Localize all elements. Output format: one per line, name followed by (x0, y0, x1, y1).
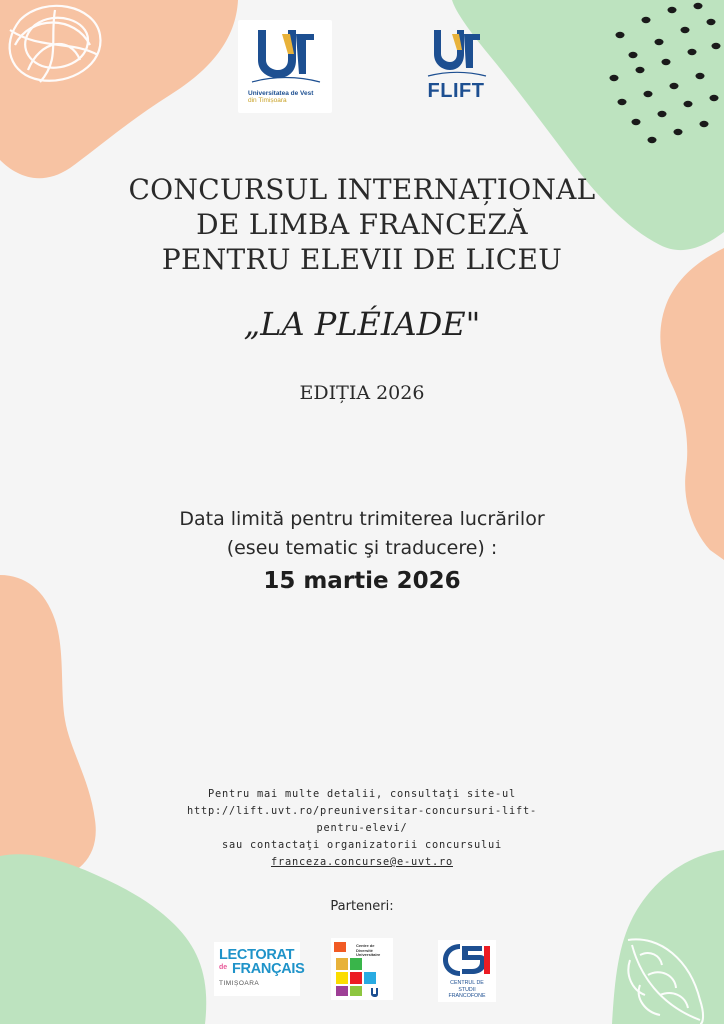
uvt-caption (248, 90, 328, 104)
mint-blob-bottom-right (612, 850, 724, 1024)
flift-logo (420, 24, 492, 104)
contest-name: „LA PLÉIADE" (243, 305, 481, 343)
peach-blob-right (660, 248, 724, 560)
csf-caption-line-3: FRANCOFONE (448, 993, 486, 999)
deadline-description (112, 505, 612, 563)
title-line-2: DE LIMBA FRANCEZĂ (196, 208, 528, 241)
title-line-1: CONCURSUL INTERNAȚIONAL (128, 173, 596, 206)
edition-label: EDIȚIA 2026 (299, 382, 425, 404)
details-line-4: sau contactaţi organizatorii concursului (222, 839, 502, 851)
mint-blob-bottom-left (0, 854, 206, 1024)
flift-wordmark: FLIFT (427, 80, 485, 102)
csf-emblem-icon (438, 940, 496, 980)
peach-blob-left (0, 575, 96, 881)
csf-caption (438, 980, 496, 1000)
uvt-caption-line2: din Timișoara (248, 97, 287, 104)
deadline-line-1: Data limită pentru trimiterea lucrărilor (179, 508, 545, 530)
lectorat-de: de (219, 964, 228, 971)
partner-logo-cdu (331, 938, 393, 1000)
csf-caption-line-1: CENTRUL DE (450, 980, 484, 986)
deadline-date: 15 martie 2026 (263, 568, 461, 594)
details-url-line-1[interactable]: http://lift.uvt.ro/preuniversitar-concursuri-lift- (187, 805, 537, 817)
uvt-logo (238, 20, 332, 113)
lectorat-city: TIMIȘOARA (219, 980, 260, 987)
uvt-emblem-icon (238, 20, 332, 90)
partner-logo-lectorat (214, 942, 305, 996)
partners-label: Parteneri: (330, 899, 394, 914)
uvt-caption-line1: Universitatea de Vest (248, 90, 314, 97)
title-line-3: PENTRU ELEVII DE LICEU (161, 243, 563, 276)
csf-caption-line-2: STUDII (458, 986, 476, 993)
details-line-1: Pentru mai multe detalii, consultaţi site-ul (208, 788, 516, 800)
lectorat-line-2: FRANÇAIS (232, 961, 305, 977)
contact-details (172, 786, 552, 871)
contact-email-link[interactable]: franceza.concurse@e-uvt.ro (271, 856, 453, 868)
partner-logo-csf (438, 940, 496, 1002)
flift-emblem-icon (420, 24, 492, 80)
deadline-line-2: (eseu tematic şi traducere) : (226, 537, 498, 559)
lectorat-line-1: LECTORAT (219, 947, 295, 963)
contest-title (110, 172, 614, 277)
details-url-line-2[interactable]: pentru-elevi/ (316, 822, 408, 834)
cdu-caption: Centre de Diversité Universitaire (356, 943, 381, 958)
